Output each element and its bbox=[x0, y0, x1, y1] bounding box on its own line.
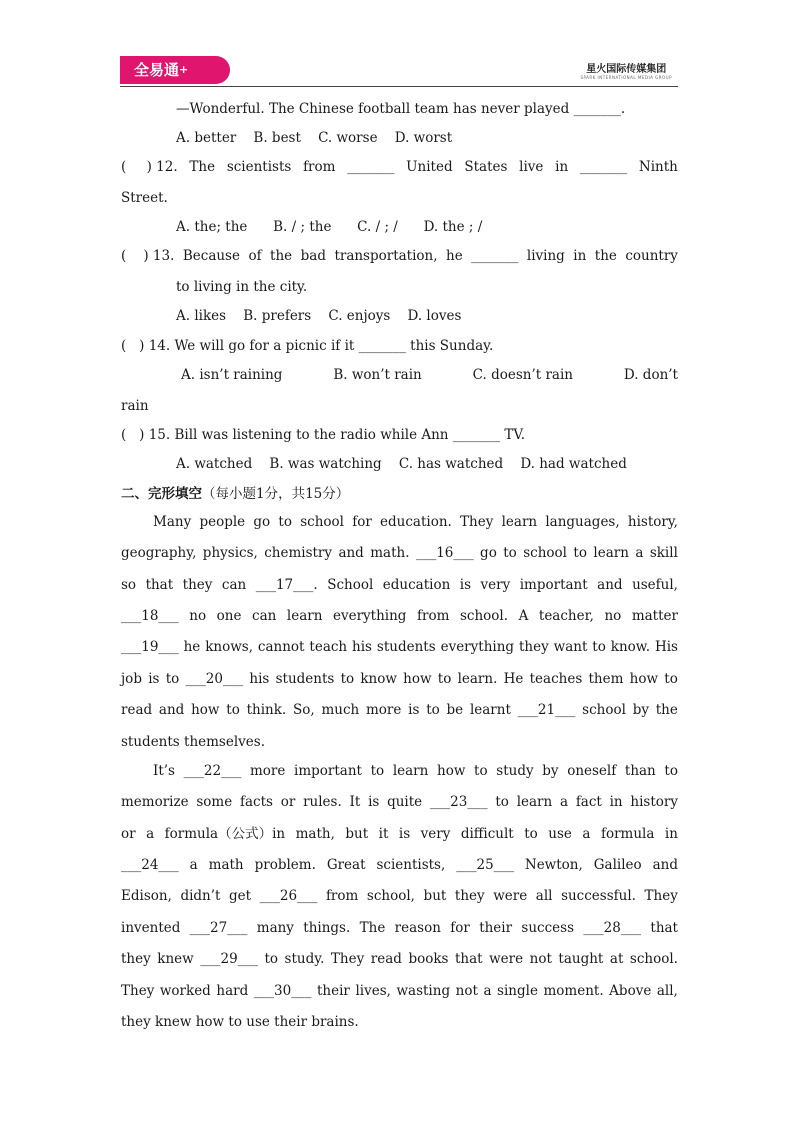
word: not bbox=[455, 983, 478, 999]
word: to bbox=[370, 763, 385, 779]
word: Many bbox=[153, 514, 192, 530]
word: Ninth bbox=[638, 159, 678, 175]
word: by bbox=[542, 763, 559, 779]
word: transportation, bbox=[334, 248, 438, 264]
word: things. bbox=[303, 920, 351, 936]
word: They bbox=[121, 983, 155, 999]
word: but bbox=[345, 826, 369, 842]
passage-line bbox=[121, 950, 678, 968]
word: ___22___ bbox=[183, 763, 242, 779]
word: read bbox=[370, 951, 402, 967]
word: They bbox=[330, 951, 365, 967]
word: study. bbox=[284, 951, 325, 967]
word: rules. bbox=[303, 794, 342, 810]
word: to bbox=[573, 545, 587, 561]
word: he bbox=[183, 639, 201, 655]
word: them bbox=[588, 671, 624, 687]
word: his bbox=[249, 671, 270, 687]
word: Great bbox=[326, 857, 366, 873]
word: facts bbox=[239, 794, 273, 810]
word: _______ bbox=[579, 159, 628, 175]
word: from bbox=[325, 888, 359, 904]
logo-plus: + bbox=[179, 63, 189, 76]
word: the bbox=[655, 702, 678, 718]
word: teach bbox=[309, 639, 348, 655]
word: no bbox=[604, 608, 622, 624]
word: for bbox=[352, 514, 372, 530]
word: chemistry bbox=[264, 545, 333, 561]
word: His bbox=[654, 639, 678, 655]
word: The bbox=[359, 920, 386, 936]
word: math. bbox=[370, 545, 410, 561]
word: in bbox=[573, 248, 587, 264]
word: be bbox=[446, 702, 464, 718]
passage-line bbox=[153, 513, 678, 531]
word: The bbox=[189, 159, 216, 175]
word: _______ bbox=[471, 248, 519, 264]
word: ___28___ bbox=[583, 920, 642, 936]
word: to bbox=[226, 702, 240, 718]
word: languages, bbox=[545, 514, 620, 530]
word: to bbox=[426, 702, 440, 718]
logo-text: 全易通 bbox=[134, 61, 180, 79]
word: that bbox=[650, 920, 678, 936]
word: ___16___ bbox=[415, 545, 474, 561]
word: all bbox=[535, 888, 553, 904]
word: knew bbox=[157, 951, 194, 967]
passage-line bbox=[121, 607, 678, 625]
text-line: Street. bbox=[121, 190, 168, 206]
word: one bbox=[216, 608, 242, 624]
passage-line bbox=[121, 793, 678, 811]
word: students bbox=[376, 639, 436, 655]
passage-line bbox=[121, 701, 678, 719]
word: oneself bbox=[567, 763, 617, 779]
word: know bbox=[360, 671, 397, 687]
word: ___24___ bbox=[121, 857, 179, 873]
word: country bbox=[625, 248, 678, 264]
word: more bbox=[249, 763, 286, 779]
word: in bbox=[609, 794, 623, 810]
word: very bbox=[420, 826, 451, 842]
word: formula（公式）in bbox=[164, 826, 286, 842]
word: ___18___ bbox=[121, 608, 179, 624]
word: learn bbox=[516, 794, 553, 810]
word: to bbox=[664, 671, 678, 687]
word: how bbox=[403, 671, 432, 687]
word: that bbox=[454, 951, 483, 967]
word: States bbox=[464, 159, 508, 175]
word: from bbox=[417, 608, 450, 624]
word: or bbox=[121, 826, 136, 842]
word: is bbox=[368, 794, 380, 810]
q12-options: A. the; the B. / ; the C. / ; / D. the ; / bbox=[176, 219, 483, 235]
word: ___29___ bbox=[200, 951, 258, 967]
word: to bbox=[474, 763, 488, 779]
word: school. bbox=[459, 608, 509, 624]
word: single bbox=[497, 983, 538, 999]
word: didn’t bbox=[180, 888, 221, 904]
q14-options bbox=[181, 366, 678, 384]
word: to bbox=[278, 514, 292, 530]
text-line: rain bbox=[121, 398, 149, 414]
option: B. won’t rain bbox=[333, 367, 422, 383]
word: knows, bbox=[205, 639, 253, 655]
word: at bbox=[609, 951, 624, 967]
word: no bbox=[189, 608, 207, 624]
word: but bbox=[423, 888, 447, 904]
word: some bbox=[196, 794, 233, 810]
word: ( bbox=[121, 248, 127, 264]
word: their bbox=[317, 983, 350, 999]
option: A. isn’t raining bbox=[181, 367, 283, 383]
word: study bbox=[496, 763, 534, 779]
word: a bbox=[635, 545, 644, 561]
word: formula bbox=[600, 826, 655, 842]
word: learn bbox=[392, 763, 429, 779]
word: quite bbox=[387, 794, 423, 810]
word: a bbox=[582, 826, 591, 842]
word: fact bbox=[575, 794, 602, 810]
word: very bbox=[480, 577, 511, 593]
passage-line bbox=[121, 825, 678, 843]
word: to bbox=[592, 639, 606, 655]
word: education bbox=[382, 577, 451, 593]
word: or bbox=[280, 794, 296, 810]
word: and bbox=[338, 545, 364, 561]
word: his bbox=[352, 639, 372, 655]
word: memorize bbox=[121, 794, 189, 810]
word: math, bbox=[295, 826, 335, 842]
word: and bbox=[652, 857, 678, 873]
word: ___17___. bbox=[255, 577, 318, 593]
word: to bbox=[264, 951, 279, 967]
word: physics, bbox=[202, 545, 258, 561]
word: think. bbox=[246, 702, 287, 718]
word: students bbox=[275, 671, 335, 687]
q15-line: ( ) 15. Bill was listening to the radio while Ann _______ TV. bbox=[121, 427, 526, 443]
word: It bbox=[349, 794, 361, 810]
word: ___20___ bbox=[185, 671, 244, 687]
word: ___23___ bbox=[429, 794, 488, 810]
word: Newton, bbox=[524, 857, 583, 873]
passage-line bbox=[121, 638, 678, 656]
word: books bbox=[408, 951, 449, 967]
word: ___19___ bbox=[121, 639, 179, 655]
word: to bbox=[664, 763, 678, 779]
word: a bbox=[559, 794, 569, 810]
word: how bbox=[629, 671, 659, 687]
word: learn bbox=[286, 608, 323, 624]
passage-line bbox=[121, 887, 678, 905]
word: difficult bbox=[460, 826, 514, 842]
word: So, bbox=[293, 702, 315, 718]
word: of bbox=[248, 248, 262, 264]
company-name-cn: 星火国际传媒集团 bbox=[586, 64, 667, 75]
word: ___25___ bbox=[456, 857, 514, 873]
word: is bbox=[398, 826, 411, 842]
word: geography, bbox=[121, 545, 197, 561]
word: problem. bbox=[254, 857, 316, 873]
word: to bbox=[503, 545, 517, 561]
word: everything bbox=[440, 639, 515, 655]
word: everything bbox=[332, 608, 407, 624]
word: teacher, bbox=[538, 608, 594, 624]
word: He bbox=[503, 671, 524, 687]
word: ___27___ bbox=[189, 920, 248, 936]
word: that bbox=[145, 577, 174, 593]
word: ( bbox=[121, 159, 127, 175]
word: a bbox=[483, 983, 492, 999]
word: much bbox=[321, 702, 360, 718]
word: school, bbox=[366, 888, 415, 904]
section-note: （每小题1分，共15分） bbox=[202, 486, 350, 502]
word: it bbox=[378, 826, 389, 842]
word: is bbox=[408, 702, 420, 718]
word: scientists bbox=[226, 159, 292, 175]
word: can bbox=[252, 608, 277, 624]
word: he bbox=[446, 248, 463, 264]
word: to bbox=[495, 794, 509, 810]
word: school. bbox=[629, 951, 678, 967]
passage-line bbox=[121, 670, 678, 688]
word: people bbox=[199, 514, 246, 530]
word: learnt bbox=[469, 702, 511, 718]
q13-line bbox=[121, 247, 678, 265]
word: important bbox=[519, 577, 588, 593]
word: for bbox=[450, 920, 470, 936]
passage-line bbox=[121, 982, 678, 1000]
word: ___21___ bbox=[517, 702, 576, 718]
word: and bbox=[158, 702, 185, 718]
word: reason bbox=[394, 920, 441, 936]
word: by bbox=[632, 702, 649, 718]
word: ) 13. bbox=[134, 248, 175, 264]
text-line: —Wonderful. The Chinese football team has never played _______. bbox=[176, 101, 626, 117]
word: success bbox=[521, 920, 575, 936]
q12-line bbox=[121, 158, 678, 176]
word: scientists, bbox=[376, 857, 446, 873]
word: Above bbox=[609, 983, 652, 999]
word: taught bbox=[558, 951, 604, 967]
word: cannot bbox=[257, 639, 305, 655]
word: School bbox=[327, 577, 374, 593]
word: they bbox=[121, 951, 151, 967]
word: learn bbox=[593, 545, 629, 561]
word: education. bbox=[380, 514, 452, 530]
word: is bbox=[459, 577, 472, 593]
word: history bbox=[630, 794, 678, 810]
word: from bbox=[303, 159, 336, 175]
word: living bbox=[526, 248, 565, 264]
text-line: to living in the city. bbox=[176, 279, 308, 295]
word: They bbox=[460, 514, 494, 530]
passage-line bbox=[121, 576, 678, 594]
word: skill bbox=[649, 545, 678, 561]
word: in bbox=[664, 826, 678, 842]
word: important bbox=[294, 763, 362, 779]
word: so bbox=[121, 577, 137, 593]
word: go bbox=[253, 514, 271, 530]
word: and bbox=[597, 577, 623, 593]
word: to bbox=[524, 826, 538, 842]
word: they bbox=[454, 888, 485, 904]
word: want bbox=[553, 639, 588, 655]
company-name-en: SPARK INTERNATIONAL MEDIA GROUP bbox=[580, 75, 672, 80]
word: were bbox=[493, 888, 528, 904]
word: ) 12. bbox=[138, 159, 178, 175]
word: successful. bbox=[561, 888, 636, 904]
section-heading bbox=[121, 485, 349, 503]
word: job bbox=[121, 671, 142, 687]
option: D. don’t bbox=[623, 367, 678, 383]
word: use bbox=[548, 826, 572, 842]
word: ___26___ bbox=[259, 888, 318, 904]
word: Edison, bbox=[121, 888, 172, 904]
word: matter bbox=[631, 608, 678, 624]
passage-line bbox=[121, 544, 678, 562]
header-rule bbox=[120, 86, 678, 87]
word: can bbox=[221, 577, 247, 593]
word: wasting bbox=[396, 983, 451, 999]
word: not bbox=[529, 951, 552, 967]
passage-line bbox=[121, 856, 678, 874]
word: is bbox=[148, 671, 160, 687]
q15-options: A. watched B. was watching C. has watched D. had watched bbox=[176, 456, 627, 472]
word: all, bbox=[656, 983, 678, 999]
word: They bbox=[644, 888, 678, 904]
word: know. bbox=[610, 639, 651, 655]
word: many bbox=[256, 920, 294, 936]
option: C. doesn’t rain bbox=[472, 367, 573, 383]
q14-line: ( ) 14. We will go for a picnic if it _______ this Sunday. bbox=[121, 338, 494, 354]
q11-options: A. better B. best C. worse D. worst bbox=[176, 130, 453, 146]
word: to bbox=[340, 671, 355, 687]
word: A bbox=[518, 608, 529, 624]
word: more bbox=[366, 702, 402, 718]
word: hard bbox=[216, 983, 249, 999]
word: in bbox=[555, 159, 569, 175]
word: a bbox=[189, 857, 198, 873]
word: their bbox=[479, 920, 513, 936]
word: school bbox=[582, 702, 626, 718]
word: read bbox=[121, 702, 153, 718]
word: United bbox=[406, 159, 453, 175]
word: were bbox=[489, 951, 524, 967]
word: the bbox=[270, 248, 293, 264]
word: _______ bbox=[347, 159, 395, 175]
word: teaches bbox=[529, 671, 583, 687]
passage-line: students themselves. bbox=[121, 734, 265, 750]
word: lives, bbox=[355, 983, 391, 999]
passage-line bbox=[153, 762, 678, 780]
company-name bbox=[580, 60, 672, 80]
passage-line: they knew how to use their brains. bbox=[121, 1014, 359, 1030]
word: learn bbox=[501, 514, 538, 530]
word: to bbox=[437, 671, 452, 687]
word: It’s bbox=[153, 763, 175, 779]
brand-logo bbox=[120, 56, 230, 84]
word: they bbox=[182, 577, 213, 593]
word: than bbox=[624, 763, 656, 779]
word: go bbox=[480, 545, 497, 561]
word: to bbox=[165, 671, 180, 687]
q13-options: A. likes B. prefers C. enjoys D. loves bbox=[176, 308, 462, 324]
word: worked bbox=[159, 983, 211, 999]
word: ___30___ bbox=[253, 983, 312, 999]
word: the bbox=[594, 248, 617, 264]
word: a bbox=[146, 826, 155, 842]
word: school bbox=[300, 514, 344, 530]
word: bad bbox=[300, 248, 326, 264]
section-title: 二、完形填空 bbox=[121, 486, 202, 502]
passage-line bbox=[121, 919, 678, 937]
word: get bbox=[229, 888, 252, 904]
word: math bbox=[208, 857, 244, 873]
word: useful, bbox=[632, 577, 678, 593]
word: Galileo bbox=[593, 857, 642, 873]
word: how bbox=[191, 702, 220, 718]
word: how bbox=[437, 763, 466, 779]
word: Because bbox=[182, 248, 240, 264]
word: history, bbox=[627, 514, 678, 530]
word: they bbox=[518, 639, 549, 655]
word: live bbox=[519, 159, 544, 175]
page-header bbox=[120, 56, 680, 86]
word: invented bbox=[121, 920, 181, 936]
word: learn. bbox=[457, 671, 498, 687]
word: school bbox=[523, 545, 567, 561]
word: moment. bbox=[543, 983, 604, 999]
